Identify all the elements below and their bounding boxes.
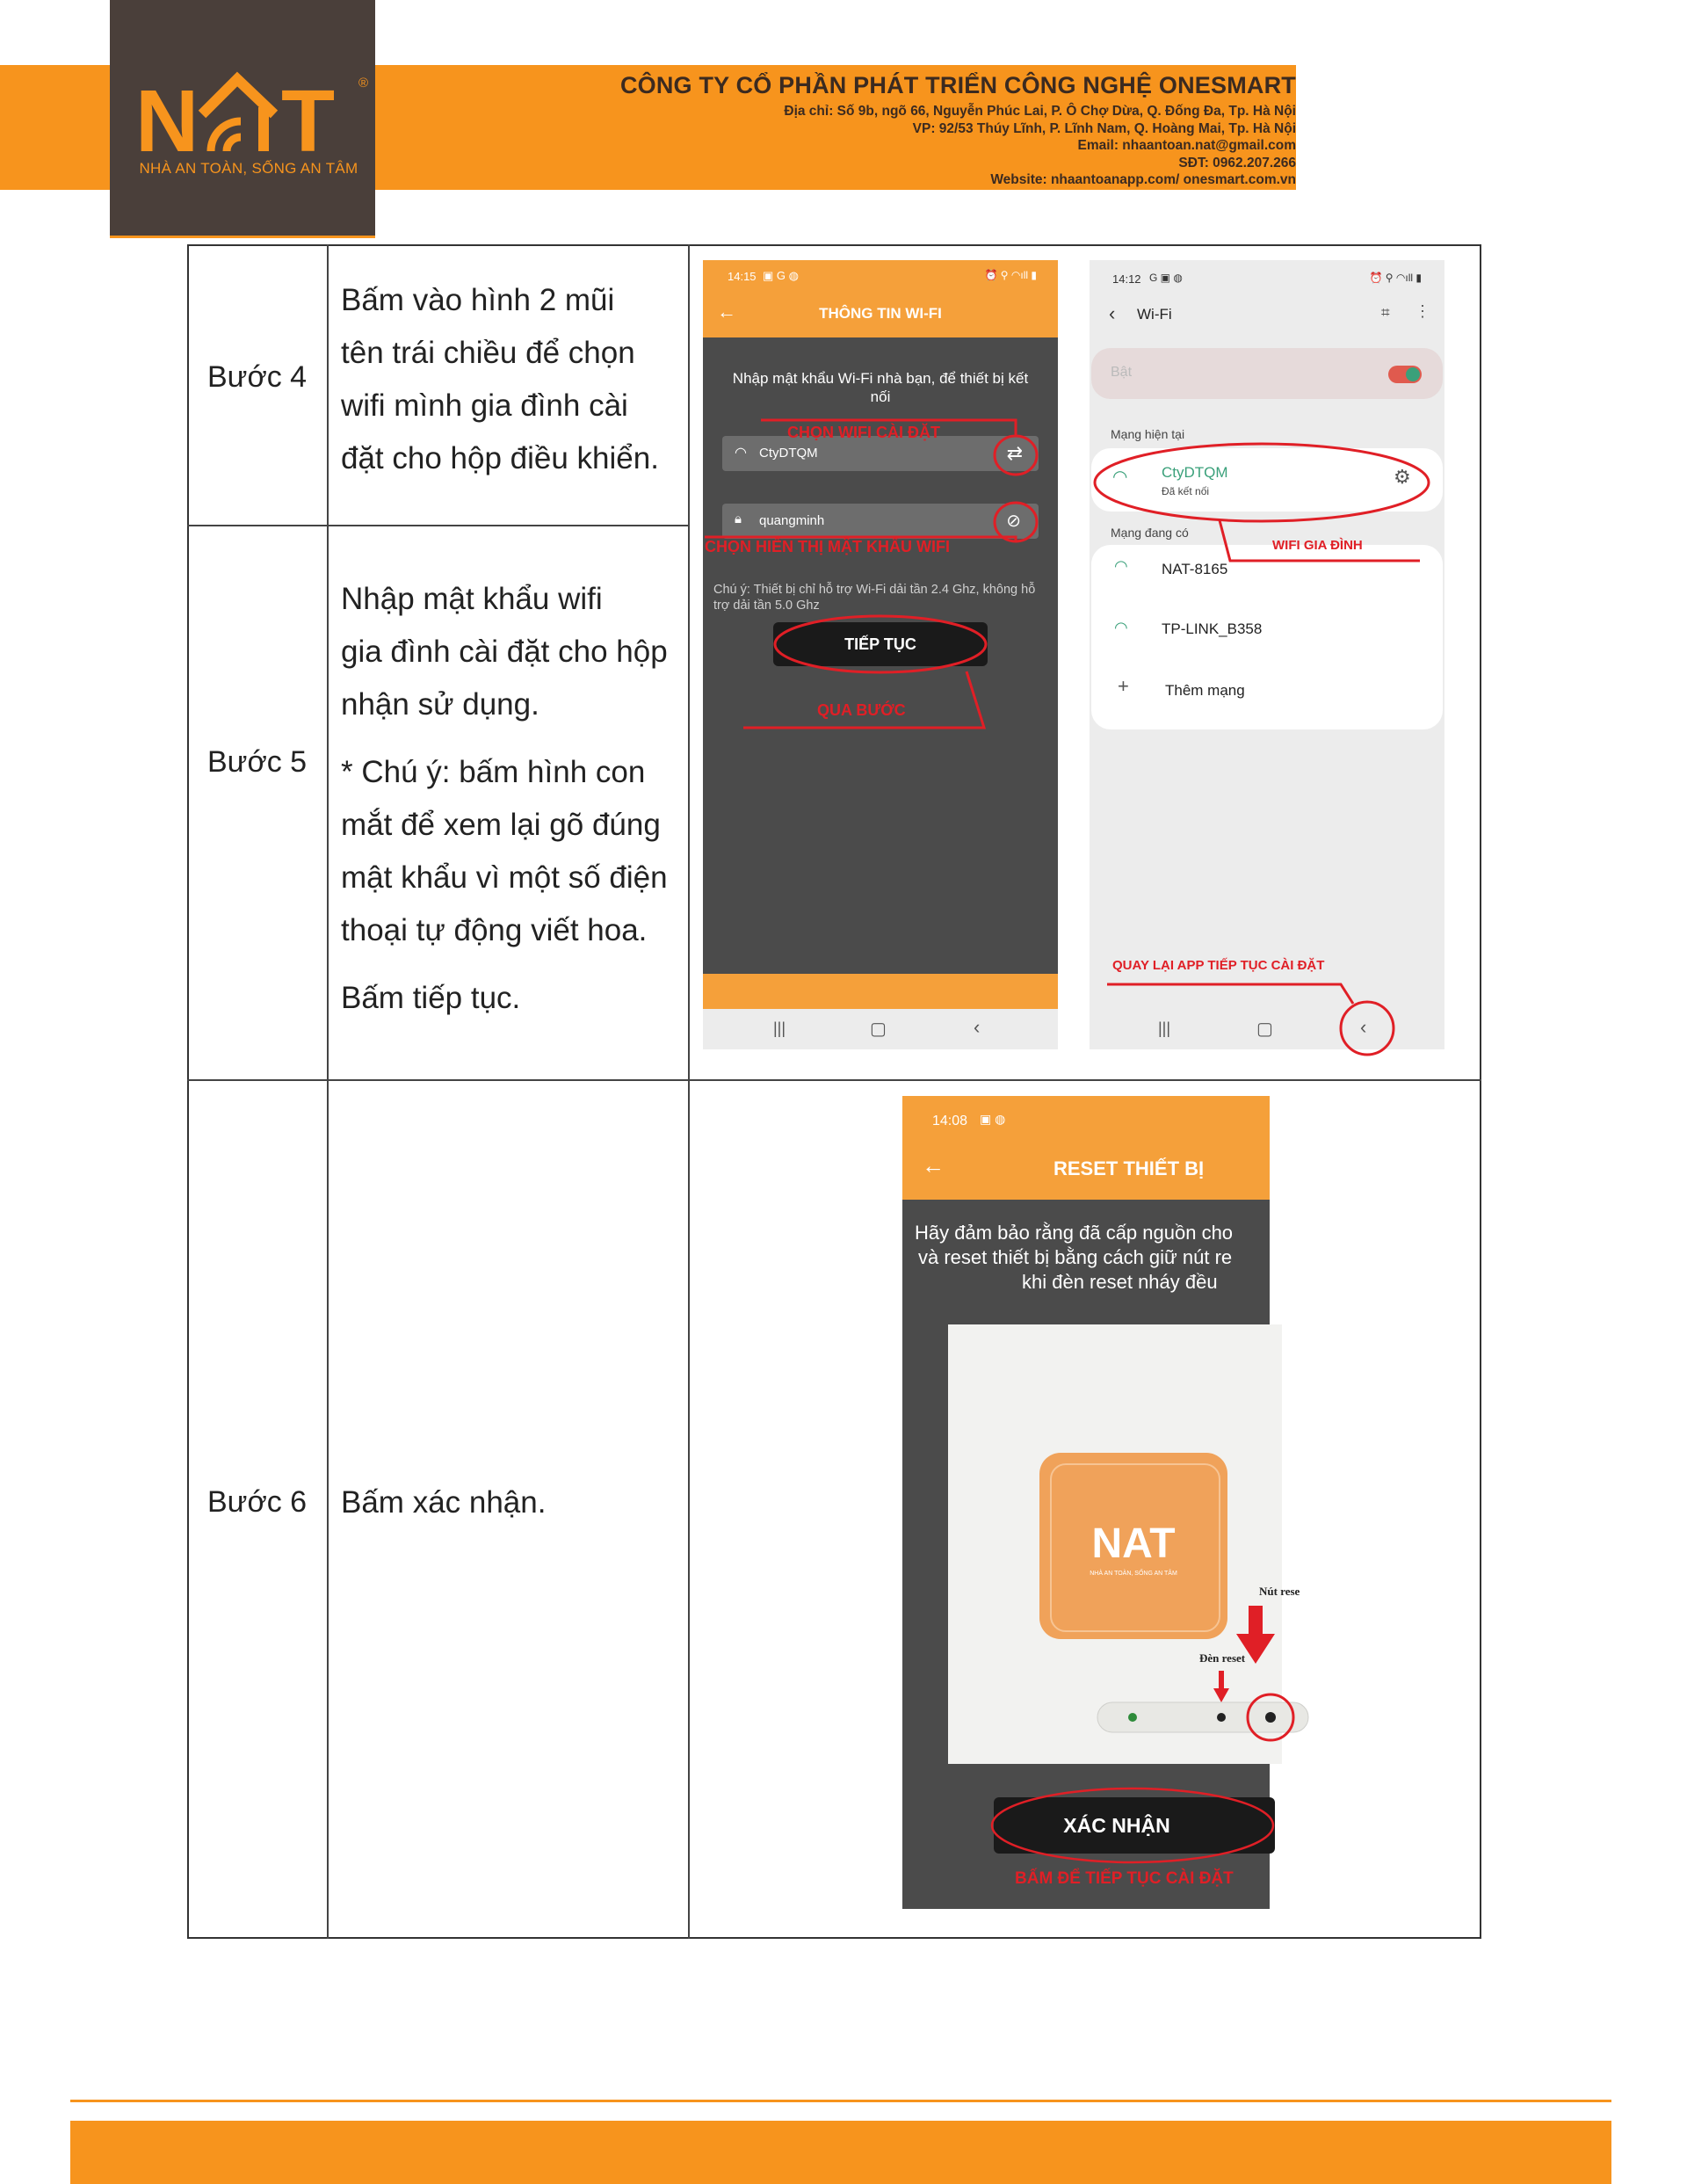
- status-time: 14:08: [932, 1114, 968, 1128]
- status-icons-right: ⏰ ⚲ ◠ıll ▮: [1369, 272, 1422, 284]
- annotation-line: [1107, 984, 1353, 1004]
- recents-icon[interactable]: |||: [1158, 1019, 1171, 1037]
- company-phone: SĐT: 0962.207.266: [1178, 155, 1296, 171]
- annotation-circle: [1095, 444, 1429, 521]
- logo-letter-t: T: [281, 72, 336, 171]
- network-item-name[interactable]: TP-LINK_B358: [1162, 620, 1263, 637]
- password-field-value: quangminh: [759, 513, 825, 528]
- table-row-divider-2: [187, 1079, 1481, 1081]
- table-row-divider-1: [187, 525, 688, 526]
- more-menu-icon[interactable]: ⋮: [1415, 302, 1430, 320]
- step-6-line: Bấm xác nhận.: [341, 1485, 547, 1520]
- scan-qr-icon[interactable]: ⌗: [1381, 304, 1390, 321]
- step-5-line: nhận sử dụng.: [341, 687, 539, 722]
- status-icons: ▣ ◍: [980, 1112, 1006, 1126]
- step-5-line: Nhập mật khẩu wifi: [341, 582, 603, 616]
- swap-arrows-icon[interactable]: ⇄: [1006, 442, 1023, 464]
- label-reset-light: Đèn reset: [1199, 1651, 1246, 1665]
- home-icon[interactable]: ▢: [870, 1019, 887, 1039]
- annotation-back-to-app: QUAY LẠI APP TIẾP TỤC CÀI ĐẶT: [1112, 958, 1325, 973]
- step-5-note-line: mắt để xem lại gõ đúng: [341, 808, 661, 842]
- annotation-choose-wifi: CHỌN WIFI CÀI ĐẶT: [787, 424, 940, 441]
- recents-icon[interactable]: |||: [773, 1019, 786, 1037]
- annotation-line: [761, 420, 1016, 436]
- confirm-button-label: XÁC NHẬN: [1063, 1814, 1170, 1837]
- step-6-description: [341, 1477, 692, 1529]
- step-4-line: tên trái chiều để chọn: [341, 336, 635, 370]
- back-chevron-icon[interactable]: ‹: [1109, 302, 1116, 324]
- instruction-line: và reset thiết bị bằng cách giữ nút re: [918, 1246, 1233, 1268]
- company-office: VP: 92/53 Thúy Lĩnh, P. Lĩnh Nam, Q. Hoàng Mai, Tp. Hà Nội: [912, 120, 1296, 136]
- annotation-show-password: CHỌN HIỂN THỊ MẬT KHẨU WIFI: [705, 538, 950, 555]
- instruction-text: Nhập mật khẩu Wi-Fi nhà bạn, để thiết bị kết nối: [732, 370, 1029, 405]
- label-reset-button: Nút rese: [1259, 1585, 1300, 1598]
- screen-title: RESET THIẾT BỊ: [1053, 1157, 1205, 1179]
- instruction-line: Hãy đảm bảo rằng đã cấp nguồn cho: [915, 1222, 1234, 1244]
- eye-off-icon[interactable]: ⊘: [1006, 512, 1021, 531]
- back-nav-icon[interactable]: ‹: [974, 1016, 981, 1038]
- step-5-line: gia đình cài đặt cho hộp: [341, 635, 668, 669]
- annotation-circle: [992, 1789, 1273, 1862]
- add-network-label[interactable]: Thêm mạng: [1165, 682, 1245, 699]
- wifi-signal-icon: ◠: [1114, 557, 1128, 575]
- annotation-line: [1220, 520, 1420, 561]
- company-email: Email: nhaantoan.nat@gmail.com: [1077, 138, 1296, 153]
- table-col-divider-1: [327, 244, 329, 1939]
- annotation-marks: [902, 1096, 1270, 1909]
- bottom-orange-band: [703, 974, 1058, 1009]
- footer-line: [70, 2100, 1611, 2102]
- continue-button-label: TIẾP TỤC: [844, 635, 916, 653]
- logo-slogan: NHÀ AN TOÀN, SỐNG AN TÂM: [139, 160, 358, 177]
- current-network-header: Mạng hiện tại: [1111, 427, 1185, 441]
- network-settings-gear-icon[interactable]: ⚙: [1394, 466, 1411, 488]
- wifi-connected-icon: ◠: [1112, 468, 1128, 487]
- status-time: 14:12: [1112, 272, 1141, 286]
- status-icons: ▣ G ◍: [763, 269, 799, 282]
- company-website: Website: nhaantoanapp.com/ onesmart.com.vn: [990, 172, 1296, 187]
- android-nav-bar: [1090, 1009, 1444, 1049]
- step-4-line: wifi mình gia đình cài: [341, 388, 628, 423]
- current-network-name: CtyDTQM: [1162, 464, 1228, 481]
- wifi-icon: ◠: [735, 446, 747, 461]
- back-arrow-icon[interactable]: ←: [922, 1152, 945, 1179]
- step-4-line: đặt cho hộp điều khiển.: [341, 441, 659, 475]
- add-icon[interactable]: +: [1118, 675, 1129, 697]
- wifi-field-value: CtyDTQM: [759, 446, 818, 461]
- available-networks-header: Mạng đang có: [1111, 526, 1189, 540]
- step-5-final: Bấm tiếp tục.: [341, 981, 521, 1015]
- step-5-note-line: * Chú ý: bấm hình con: [341, 755, 646, 789]
- device-logo-slogan: NHÀ AN TOÀN, SỐNG AN TÂM: [1090, 1571, 1177, 1577]
- annotation-home-wifi: WIFI GIA ĐÌNH: [1272, 538, 1363, 553]
- annotation-circle: [775, 616, 986, 672]
- company-name: CÔNG TY CỔ PHẦN PHÁT TRIỂN CÔNG NGHỆ ONESMART: [619, 72, 1296, 98]
- step-4-line: Bấm vào hình 2 mũi: [341, 283, 615, 317]
- phone-screenshot-wifi-info: [703, 260, 1058, 1049]
- screen-title: THÔNG TIN WI-FI: [819, 305, 942, 322]
- back-nav-icon[interactable]: ‹: [1360, 1016, 1367, 1038]
- company-address: Địa chỉ: Số 9b, ngõ 66, Nguyễn Phúc Lai, P. Ô Chợ Dừa, Q. Đống Đa, Tp. Hà Nội: [784, 104, 1296, 119]
- wifi-signal-icon: ◠: [1114, 619, 1128, 636]
- table-col-divider-2: [688, 244, 690, 1939]
- network-item-name[interactable]: NAT-8165: [1162, 561, 1228, 577]
- footer-band: [70, 2121, 1611, 2184]
- annotation-line: [705, 537, 1016, 541]
- annotation-marks: [703, 260, 1058, 1049]
- lock-icon: 🔒︎: [735, 512, 742, 526]
- logo-underline: [110, 236, 375, 238]
- step-5-note-line: mật khẩu vì một số điện: [341, 860, 668, 895]
- registered-mark: ®: [358, 76, 369, 91]
- logo-wifi-arc-2: [227, 137, 241, 151]
- step-4-label: Bước 4: [207, 360, 308, 394]
- logo-letter-n: N: [135, 72, 199, 171]
- step-6-label: Bước 6: [207, 1485, 308, 1519]
- android-nav-bar: [703, 1009, 1058, 1049]
- annotation-marks: [1090, 260, 1444, 1049]
- toggle-label: Bật: [1111, 365, 1133, 380]
- screen-title: Wi-Fi: [1137, 306, 1172, 323]
- instruction-line: khi đèn reset nháy đều: [1022, 1271, 1218, 1293]
- annotation-continue-setup: BẤM ĐỂ TIẾP TỤC CÀI ĐẶT: [1015, 1869, 1234, 1888]
- annotation-circle: [995, 436, 1037, 475]
- back-arrow-icon[interactable]: ←: [717, 301, 736, 323]
- step-5-description: [341, 573, 692, 1025]
- status-icons: G ▣ ◍: [1149, 272, 1183, 284]
- phone-screenshot-reset-device: [902, 1096, 1300, 1909]
- current-network-status: Đã kết nối: [1162, 485, 1210, 497]
- frequency-note: Chú ý: Thiết bị chỉ hỗ trợ Wi-Fi dải tần 2.4 Ghz, không hỗ trợ dải tần 5.0 Ghz: [713, 583, 1036, 613]
- company-info: [620, 72, 1296, 189]
- step-5-label: Bước 5: [207, 745, 308, 779]
- annotation-next-step: QUA BƯỚC: [817, 701, 906, 719]
- device-logo-text: NAT: [1091, 1520, 1176, 1567]
- home-icon[interactable]: ▢: [1256, 1019, 1273, 1039]
- step-5-note-line: thoại tự động viết hoa.: [341, 913, 648, 947]
- status-icons-right: ⏰ ⚲ ◠ıll ▮: [984, 269, 1037, 281]
- annotation-line: [743, 671, 984, 728]
- status-time: 14:15: [728, 270, 757, 283]
- annotation-circle: [995, 503, 1037, 541]
- step-4-description: [341, 274, 692, 485]
- phone-screenshot-wifi-settings: [1090, 260, 1444, 1049]
